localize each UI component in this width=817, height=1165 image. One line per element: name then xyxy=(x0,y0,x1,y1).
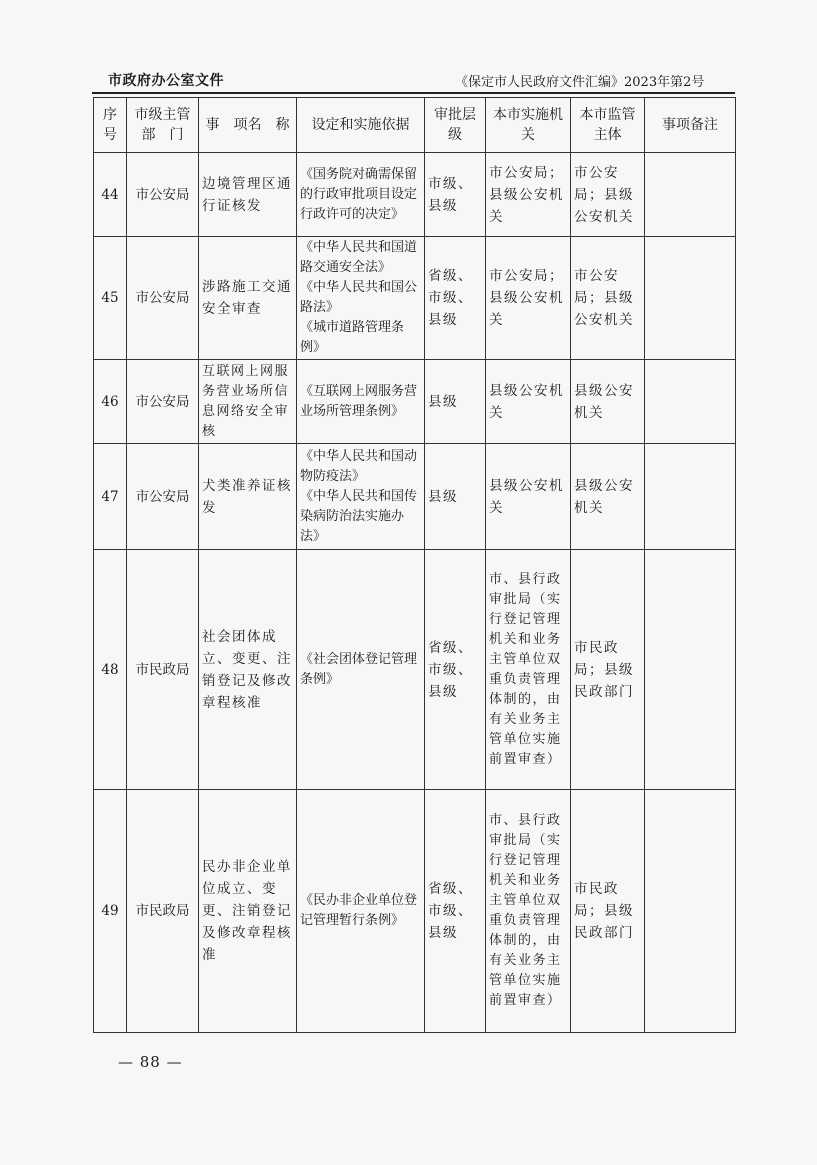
row-basis: 《互联网上网服务营业场所管理条例》 xyxy=(297,360,425,444)
row-level: 县级 xyxy=(425,444,486,550)
row-basis: 《社会团体登记管理条例》 xyxy=(297,550,425,790)
row-agency: 县级公安机关 xyxy=(486,360,571,444)
row-no: 49 xyxy=(94,790,127,1033)
row-no: 45 xyxy=(94,237,127,360)
header-rule xyxy=(92,92,735,94)
row-supervisor: 市民政局；县级民政部门 xyxy=(571,550,645,790)
row-level: 省级、市级、县级 xyxy=(425,550,486,790)
row-basis: 《民办非企业单位登记管理暂行条例》 xyxy=(297,790,425,1033)
row-level: 省级、市级、县级 xyxy=(425,237,486,360)
approval-items-table xyxy=(93,97,736,1033)
row-dept: 市民政局 xyxy=(127,550,199,790)
row-no: 48 xyxy=(94,550,127,790)
row-item: 民办非企业单位成立、变更、注销登记及修改章程核准 xyxy=(199,790,297,1033)
row-agency: 市、县行政审批局（实行登记管理机关和业务主管单位双重负责管理体制的，由有关业务主管单位实施前置审查） xyxy=(486,790,571,1033)
table-row xyxy=(94,153,736,237)
col-header-level: 审批层级 xyxy=(425,98,486,153)
table-row xyxy=(94,444,736,550)
table-row xyxy=(94,550,736,790)
row-remark xyxy=(645,237,736,360)
row-no: 46 xyxy=(94,360,127,444)
page-number: — 88 — xyxy=(118,1053,183,1071)
row-agency: 县级公安机关 xyxy=(486,444,571,550)
col-header-basis: 设定和实施依据 xyxy=(297,98,425,153)
row-level: 市级、县级 xyxy=(425,153,486,237)
document-source-title: 市政府办公室文件 xyxy=(108,73,224,89)
row-supervisor: 市民政局；县级民政部门 xyxy=(571,790,645,1033)
row-item: 社会团体成立、变更、注销登记及修改章程核准 xyxy=(199,550,297,790)
row-dept: 市公安局 xyxy=(127,444,199,550)
row-no: 44 xyxy=(94,153,127,237)
row-supervisor: 县级公安机关 xyxy=(571,360,645,444)
col-header-no: 序号 xyxy=(94,98,127,153)
row-level: 省级、市级、县级 xyxy=(425,790,486,1033)
table-row xyxy=(94,790,736,1033)
row-remark xyxy=(645,444,736,550)
row-agency: 市公安局；县级公安机关 xyxy=(486,237,571,360)
row-remark xyxy=(645,360,736,444)
row-remark xyxy=(645,790,736,1033)
row-supervisor: 市公安局；县级公安机关 xyxy=(571,153,645,237)
row-item: 涉路施工交通安全审查 xyxy=(199,237,297,360)
row-dept: 市公安局 xyxy=(127,360,199,444)
row-remark xyxy=(645,153,736,237)
col-header-remark: 事项备注 xyxy=(645,98,736,153)
row-item: 犬类准养证核发 xyxy=(199,444,297,550)
row-dept: 市公安局 xyxy=(127,153,199,237)
row-level: 县级 xyxy=(425,360,486,444)
col-header-supervisor: 本市监管主体 xyxy=(571,98,645,153)
table-row xyxy=(94,237,736,360)
row-basis: 《国务院对确需保留的行政审批项目设定行政许可的决定》 xyxy=(297,153,425,237)
row-remark xyxy=(645,550,736,790)
table-row xyxy=(94,360,736,444)
row-item: 互联网上网服务营业场所信息网络安全审核 xyxy=(199,360,297,444)
row-dept: 市民政局 xyxy=(127,790,199,1033)
publication-title: 《保定市人民政府文件汇编》2023年第2号 xyxy=(455,75,705,90)
row-agency: 市、县行政审批局（实行登记管理机关和业务主管单位双重负责管理体制的，由有关业务主管单位实施前置审查） xyxy=(486,550,571,790)
table-header-row xyxy=(94,98,736,153)
col-header-item: 事 项名 称 xyxy=(199,98,297,153)
row-item: 边境管理区通行证核发 xyxy=(199,153,297,237)
row-supervisor: 县级公安机关 xyxy=(571,444,645,550)
row-no: 47 xyxy=(94,444,127,550)
row-dept: 市公安局 xyxy=(127,237,199,360)
col-header-agency: 本市实施机关 xyxy=(486,98,571,153)
row-agency: 市公安局；县级公安机关 xyxy=(486,153,571,237)
row-basis: 《中华人民共和国道路交通安全法》 《中华人民共和国公路法》 《城市道路管理条例》 xyxy=(297,237,425,360)
col-header-dept: 市级主管部 门 xyxy=(127,98,199,153)
row-basis: 《中华人民共和国动物防疫法》 《中华人民共和国传染病防治法实施办法》 xyxy=(297,444,425,550)
row-supervisor: 市公安局；县级公安机关 xyxy=(571,237,645,360)
